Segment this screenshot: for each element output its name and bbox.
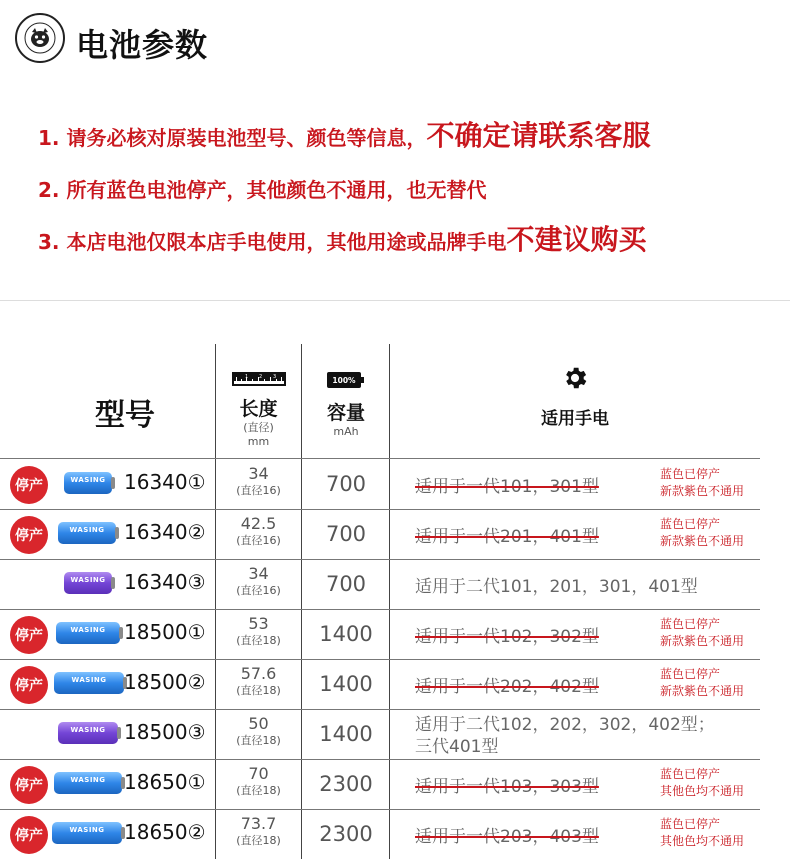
table-row: [0, 510, 790, 558]
battery-capacity: 1400: [319, 722, 373, 746]
header-fit: [390, 364, 760, 429]
note-3: [38, 218, 647, 258]
battery-cap: [119, 627, 123, 639]
ruler-icon: [232, 372, 286, 386]
diameter-value: (直径16): [236, 534, 281, 547]
battery-icon: [327, 372, 365, 388]
header-bottom-line: [0, 458, 760, 459]
gear-icon: [561, 364, 589, 392]
table-row: [0, 660, 790, 708]
battery-length: [216, 464, 301, 498]
warning-line-1: 蓝色已停产: [660, 467, 721, 481]
table-row: [0, 760, 790, 808]
battery-model: 18500①: [124, 620, 206, 644]
battery-capacity: 700: [325, 472, 367, 496]
battery-model: 16340③: [124, 570, 206, 594]
length-value: 73.7: [240, 814, 277, 833]
note-3-emphasis: 不建议购买: [506, 223, 647, 256]
battery-cap: [111, 577, 115, 589]
compatible-flashlights: 适用于一代203，403型: [415, 827, 599, 847]
warning-line-1: 蓝色已停产: [660, 667, 721, 681]
battery-length: [216, 764, 301, 798]
battery-length: [216, 514, 301, 548]
note-2: [38, 174, 486, 203]
compatible-flashlights: 适用于二代101，201，301，401型: [415, 577, 698, 597]
warning-note: [660, 466, 744, 500]
battery-capacity: 2300: [319, 772, 373, 796]
warning-line-1: 蓝色已停产: [660, 817, 721, 831]
battery-length: [216, 714, 301, 748]
compatible-line-2: 三代401型: [415, 737, 499, 757]
length-value: 34: [248, 564, 269, 583]
note-3-text: 3. 本店电池仅限本店手电使用，其他用途或品牌手电: [38, 230, 507, 254]
battery-cap: [117, 727, 121, 739]
battery-image: [58, 722, 118, 744]
battery-image: [54, 772, 122, 794]
header-capacity-unit: mAh: [333, 425, 359, 438]
warning-line-2: 新款紫色不通用: [660, 634, 745, 648]
table-row: [0, 610, 790, 658]
battery-model: 16340②: [124, 520, 206, 544]
battery-model: 16340①: [124, 470, 206, 494]
note-1: [38, 114, 651, 154]
battery-length: [216, 564, 301, 598]
battery-table: [0, 344, 790, 859]
discontinued-badge: 停产: [10, 516, 48, 554]
header-length-unit: mm: [247, 435, 270, 448]
warning-line-2: 新款紫色不通用: [660, 484, 745, 498]
length-value: 70: [248, 764, 269, 783]
battery-capacity: 700: [325, 522, 367, 546]
compatible-flashlights: 适用于一代202，402型: [415, 677, 599, 697]
section-divider: [0, 300, 790, 301]
battery-image: [64, 572, 112, 594]
note-1-text: 1. 请务必核对原装电池型号、颜色等信息，: [38, 126, 427, 150]
battery-brand-label: WASING: [70, 776, 106, 784]
header-length: [216, 372, 301, 449]
wasing-logo-icon: [14, 12, 66, 64]
header-capacity: [302, 372, 390, 439]
diameter-value: (直径18): [236, 834, 281, 847]
compatible-flashlights: 适用于一代103，303型: [415, 777, 599, 797]
battery-brand-label: WASING: [70, 726, 106, 734]
warning-line-2: 其他色均不通用: [660, 784, 745, 798]
battery-brand-label: WASING: [70, 476, 106, 484]
battery-image: [54, 672, 124, 694]
battery-icon-text: 100%: [332, 376, 356, 385]
diameter-value: (直径18): [236, 734, 281, 747]
table-row: [0, 810, 790, 858]
header-fit-label: 适用手电: [541, 409, 609, 429]
battery-length: [216, 664, 301, 698]
battery-image: [58, 522, 116, 544]
header-length-label: 长度: [239, 398, 278, 420]
battery-capacity: 700: [325, 572, 367, 596]
table-row: [0, 710, 790, 758]
discontinued-badge: 停产: [10, 816, 48, 854]
warning-line-2: 新款紫色不通用: [660, 684, 745, 698]
battery-brand-label: WASING: [70, 626, 106, 634]
header-length-diameter: (直径): [243, 421, 274, 434]
warning-note: [660, 766, 744, 800]
diameter-value: (直径18): [236, 634, 281, 647]
header-capacity-label: 容量: [326, 402, 365, 424]
note-1-emphasis: 不确定请联系客服: [426, 119, 651, 152]
discontinued-badge: 停产: [10, 666, 48, 704]
battery-capacity: 2300: [319, 822, 373, 846]
battery-capacity: 1400: [319, 622, 373, 646]
battery-brand-label: WASING: [69, 826, 105, 834]
compatible-flashlights: 适用于一代201，401型: [415, 527, 599, 547]
compatible-flashlights: 适用于一代102，302型: [415, 627, 599, 647]
diameter-value: (直径18): [236, 784, 281, 797]
diameter-value: (直径16): [236, 584, 281, 597]
header-model: 型号: [95, 398, 155, 433]
warning-note: [660, 666, 744, 700]
battery-model: 18650②: [124, 820, 206, 844]
ruler-mark: 1: [244, 374, 248, 380]
battery-capacity: 1400: [319, 672, 373, 696]
warning-note: [660, 516, 744, 550]
table-row: [0, 460, 790, 508]
note-2-text: 2. 所有蓝色电池停产，其他颜色不通用，也无替代: [38, 178, 487, 202]
warning-line-1: 蓝色已停产: [660, 767, 721, 781]
header: [0, 0, 790, 80]
battery-cap: [115, 527, 119, 539]
battery-model: 18650①: [124, 770, 206, 794]
warning-line-1: 蓝色已停产: [660, 517, 721, 531]
discontinued-badge: 停产: [10, 466, 48, 504]
ruler-mark: 3: [272, 374, 276, 380]
discontinued-badge: 停产: [10, 766, 48, 804]
compatible-line-1: 适用于二代102，202，302，402型；: [415, 715, 715, 735]
battery-cap: [111, 477, 115, 489]
discontinued-badge: 停产: [10, 616, 48, 654]
length-value: 42.5: [240, 514, 277, 533]
warning-note: [660, 816, 744, 850]
battery-brand-label: WASING: [69, 526, 105, 534]
battery-image: [56, 622, 120, 644]
battery-image: [64, 472, 112, 494]
battery-model: 18500②: [124, 670, 206, 694]
length-value: 57.6: [240, 664, 277, 683]
warning-note: [660, 616, 744, 650]
compatible-flashlights: [415, 714, 755, 758]
battery-brand-label: WASING: [70, 576, 106, 584]
battery-length: [216, 614, 301, 648]
warning-line-2: 新款紫色不通用: [660, 534, 745, 548]
diameter-value: (直径18): [236, 684, 281, 697]
page-title: 电池参数: [76, 26, 209, 64]
battery-image: [52, 822, 122, 844]
battery-length: [216, 814, 301, 848]
length-value: 53: [248, 614, 269, 633]
warning-line-1: 蓝色已停产: [660, 617, 721, 631]
warning-line-2: 其他色均不通用: [660, 834, 745, 848]
battery-brand-label: WASING: [71, 676, 107, 684]
length-value: 34: [248, 464, 269, 483]
diameter-value: (直径16): [236, 484, 281, 497]
ruler-mark: 2: [258, 374, 262, 380]
table-row: [0, 560, 790, 608]
compatible-flashlights: 适用于一代101，301型: [415, 477, 599, 497]
battery-model: 18500③: [124, 720, 206, 744]
length-value: 50: [248, 714, 269, 733]
